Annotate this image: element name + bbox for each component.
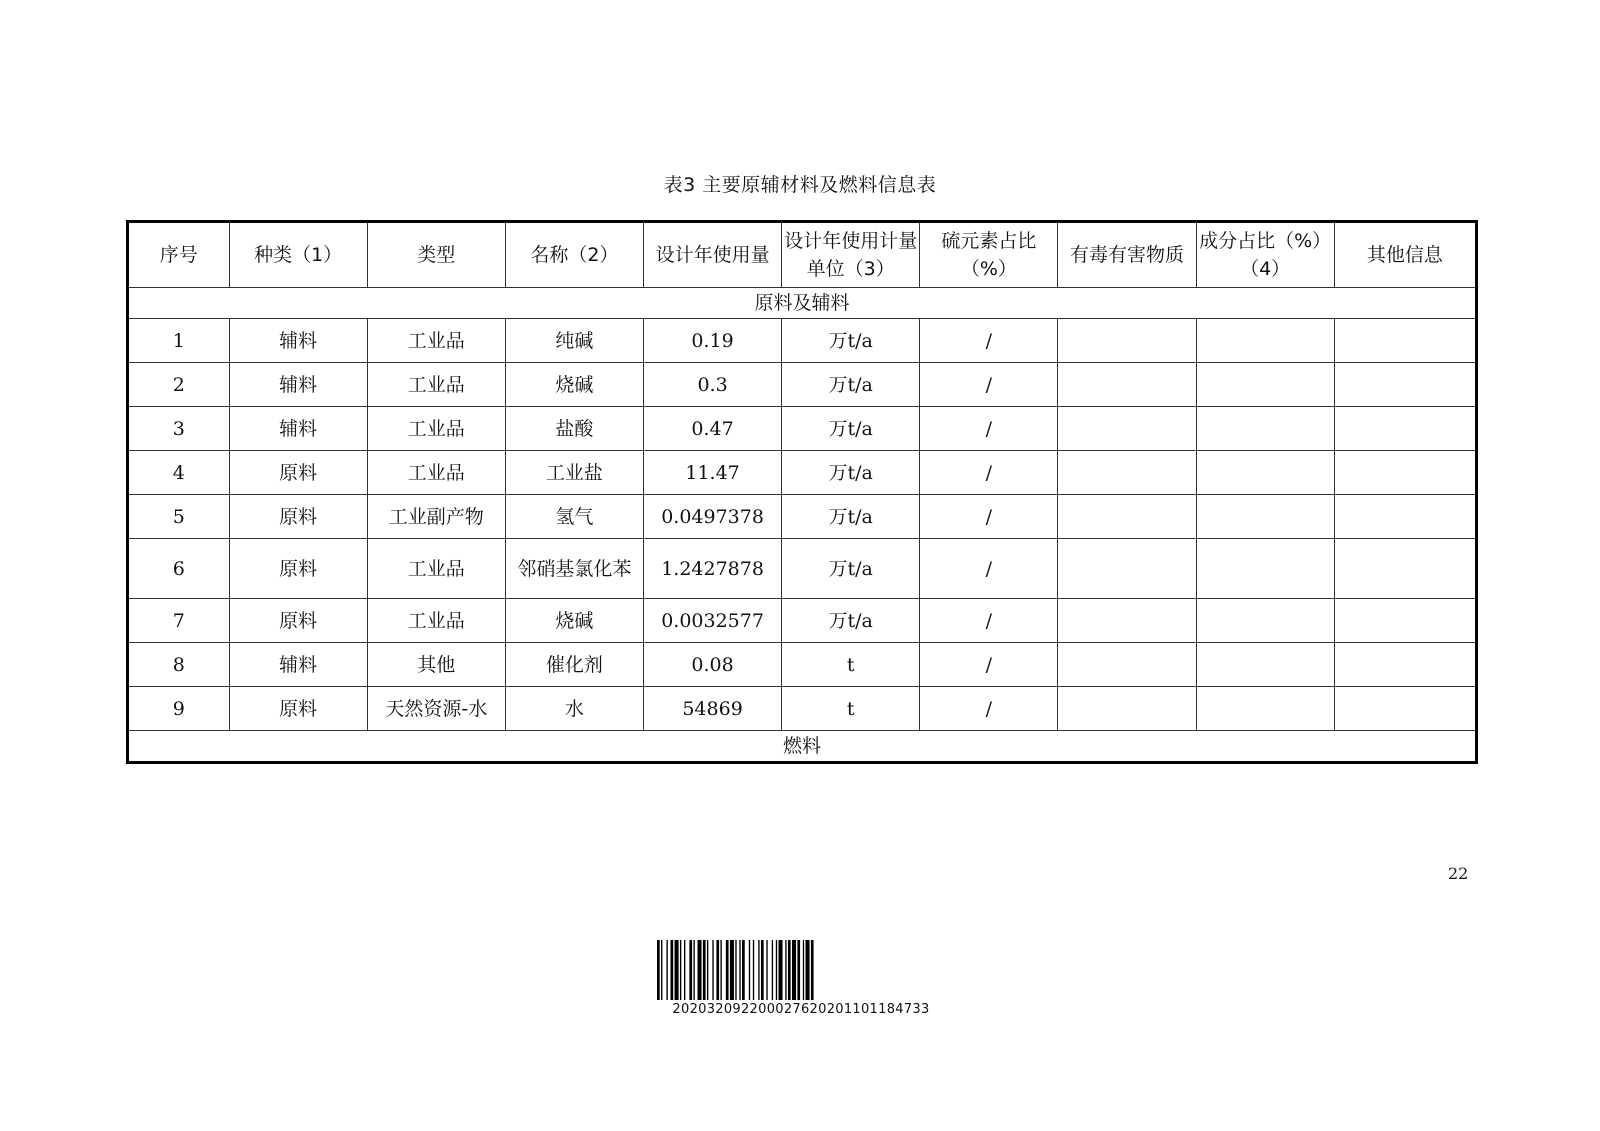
barcode-bar	[772, 940, 773, 1000]
cell-ratio	[1196, 319, 1334, 363]
cell-sulfur: /	[920, 643, 1058, 687]
cell-amount: 0.3	[644, 363, 782, 407]
cell-no: 1	[128, 319, 230, 363]
cell-unit: 万t/a	[782, 363, 920, 407]
page-number: 22	[1448, 864, 1469, 883]
cell-ratio	[1196, 539, 1334, 599]
barcode-bar	[726, 940, 729, 1000]
cell-kind: 原料	[229, 539, 367, 599]
cell-other	[1334, 643, 1476, 687]
header-cell: 设计年使用计量单位（3）	[782, 222, 920, 288]
barcode-bar	[779, 940, 783, 1000]
cell-ratio	[1196, 451, 1334, 495]
barcode-bar	[657, 940, 660, 1000]
barcode-bar	[749, 940, 750, 1000]
cell-unit: 万t/a	[782, 495, 920, 539]
cell-amount: 54869	[644, 687, 782, 731]
barcode-bar	[698, 940, 702, 1000]
header-cell: 有毒有害物质	[1058, 222, 1196, 288]
cell-ratio	[1196, 643, 1334, 687]
cell-no: 8	[128, 643, 230, 687]
cell-name: 盐酸	[505, 407, 643, 451]
cell-type: 工业品	[367, 451, 505, 495]
table-row	[128, 539, 1477, 599]
barcode-bar	[776, 940, 777, 1000]
barcode-bar	[739, 940, 740, 1000]
cell-kind: 辅料	[229, 363, 367, 407]
cell-other	[1334, 495, 1476, 539]
header-cell: 设计年使用量	[644, 222, 782, 288]
cell-no: 4	[128, 451, 230, 495]
cell-amount: 1.2427878	[644, 539, 782, 599]
barcode-bar	[766, 940, 767, 1000]
cell-type: 工业品	[367, 363, 505, 407]
header-cell: 类型	[367, 222, 505, 288]
cell-unit: 万t/a	[782, 539, 920, 599]
cell-amount: 0.0497378	[644, 495, 782, 539]
cell-toxic	[1058, 599, 1196, 643]
barcode-bar	[797, 940, 800, 1000]
barcode-bar	[811, 940, 814, 1000]
barcode-bar	[792, 940, 796, 1000]
cell-amount: 0.47	[644, 407, 782, 451]
cell-sulfur: /	[920, 495, 1058, 539]
cell-ratio	[1196, 363, 1334, 407]
cell-no: 7	[128, 599, 230, 643]
barcode-bar	[684, 940, 685, 1000]
cell-toxic	[1058, 451, 1196, 495]
barcode-bar	[788, 940, 791, 1000]
barcode-bar	[730, 940, 734, 1000]
cell-type: 工业副产物	[367, 495, 505, 539]
cell-name: 催化剂	[505, 643, 643, 687]
header-cell: 种类（1）	[229, 222, 367, 288]
barcode-bar	[661, 940, 662, 1000]
cell-amount: 0.0032577	[644, 599, 782, 643]
page-title: 表3 主要原辅材料及燃料信息表	[663, 174, 937, 196]
cell-other	[1334, 319, 1476, 363]
barcode-bar	[689, 940, 692, 1000]
barcode-bar	[785, 940, 786, 1000]
cell-other	[1334, 407, 1476, 451]
cell-sulfur: /	[920, 363, 1058, 407]
cell-sulfur: /	[920, 407, 1058, 451]
table-row	[128, 319, 1477, 363]
barcode-bar	[703, 940, 706, 1000]
section-label: 燃料	[128, 731, 1477, 763]
cell-toxic	[1058, 363, 1196, 407]
barcode-bar	[666, 940, 667, 1000]
cell-kind: 辅料	[229, 643, 367, 687]
cell-sulfur: /	[920, 539, 1058, 599]
cell-toxic	[1058, 407, 1196, 451]
cell-name: 纯碱	[505, 319, 643, 363]
cell-type: 天然资源-水	[367, 687, 505, 731]
cell-unit: 万t/a	[782, 407, 920, 451]
cell-type: 工业品	[367, 407, 505, 451]
cell-no: 2	[128, 363, 230, 407]
cell-other	[1334, 363, 1476, 407]
cell-ratio	[1196, 599, 1334, 643]
cell-unit: t	[782, 687, 920, 731]
cell-ratio	[1196, 407, 1334, 451]
section-label: 原料及辅料	[128, 288, 1477, 319]
cell-kind: 原料	[229, 687, 367, 731]
cell-name: 邻硝基氯化苯	[505, 539, 643, 599]
table-row	[128, 599, 1477, 643]
cell-other	[1334, 599, 1476, 643]
barcode-bar	[693, 940, 694, 1000]
barcode-bar	[712, 940, 713, 1000]
barcode-bars	[657, 940, 945, 1000]
cell-name: 烧碱	[505, 599, 643, 643]
cell-type: 工业品	[367, 539, 505, 599]
cell-sulfur: /	[920, 599, 1058, 643]
cell-unit: 万t/a	[782, 319, 920, 363]
header-cell: 序号	[128, 222, 230, 288]
cell-toxic	[1058, 495, 1196, 539]
cell-kind: 原料	[229, 599, 367, 643]
table-row	[128, 363, 1477, 407]
cell-kind: 辅料	[229, 407, 367, 451]
cell-toxic	[1058, 539, 1196, 599]
cell-amount: 11.47	[644, 451, 782, 495]
cell-sulfur: /	[920, 319, 1058, 363]
header-cell: 硫元素占比（%）	[920, 222, 1058, 288]
cell-name: 工业盐	[505, 451, 643, 495]
cell-other	[1334, 687, 1476, 731]
barcode-bar	[753, 940, 754, 1000]
header-cell: 名称（2）	[505, 222, 643, 288]
barcode-bar	[707, 940, 708, 1000]
cell-ratio	[1196, 687, 1334, 731]
cell-toxic	[1058, 643, 1196, 687]
cell-type: 工业品	[367, 599, 505, 643]
barcode-bar	[742, 940, 745, 1000]
cell-other	[1334, 539, 1476, 599]
table-row	[128, 495, 1477, 539]
cell-no: 5	[128, 495, 230, 539]
section-row-fuel	[128, 731, 1477, 763]
header-cell: 成分占比（%）（4）	[1196, 222, 1334, 288]
cell-no: 6	[128, 539, 230, 599]
cell-no: 9	[128, 687, 230, 731]
cell-type: 其他	[367, 643, 505, 687]
cell-kind: 辅料	[229, 319, 367, 363]
barcode-bar	[720, 940, 721, 1000]
barcode-number: 202032092200027620201101184733	[672, 1002, 930, 1017]
cell-amount: 0.08	[644, 643, 782, 687]
cell-name: 水	[505, 687, 643, 731]
barcode-bar	[761, 940, 764, 1000]
table-row	[128, 687, 1477, 731]
cell-kind: 原料	[229, 495, 367, 539]
header-cell: 其他信息	[1334, 222, 1476, 288]
barcode-bar	[716, 940, 719, 1000]
barcode-bar	[806, 940, 810, 1000]
cell-toxic	[1058, 319, 1196, 363]
cell-type: 工业品	[367, 319, 505, 363]
table-row	[128, 643, 1477, 687]
cell-name: 烧碱	[505, 363, 643, 407]
barcode-bar	[671, 940, 674, 1000]
cell-name: 氢气	[505, 495, 643, 539]
barcode-bar	[735, 940, 736, 1000]
barcode-bar	[675, 940, 679, 1000]
table-row	[128, 451, 1477, 495]
barcode-bar	[758, 940, 759, 1000]
cell-toxic	[1058, 687, 1196, 731]
barcode-bar	[680, 940, 681, 1000]
cell-unit: 万t/a	[782, 599, 920, 643]
section-row-raw	[128, 288, 1477, 319]
cell-ratio	[1196, 495, 1334, 539]
cell-other	[1334, 451, 1476, 495]
cell-no: 3	[128, 407, 230, 451]
cell-amount: 0.19	[644, 319, 782, 363]
header-row	[128, 222, 1477, 288]
cell-kind: 原料	[229, 451, 367, 495]
cell-sulfur: /	[920, 687, 1058, 731]
cell-unit: 万t/a	[782, 451, 920, 495]
cell-unit: t	[782, 643, 920, 687]
barcode	[657, 940, 945, 1017]
table-row	[128, 407, 1477, 451]
materials-table	[126, 220, 1478, 764]
cell-sulfur: /	[920, 451, 1058, 495]
barcode-bar	[803, 940, 804, 1000]
